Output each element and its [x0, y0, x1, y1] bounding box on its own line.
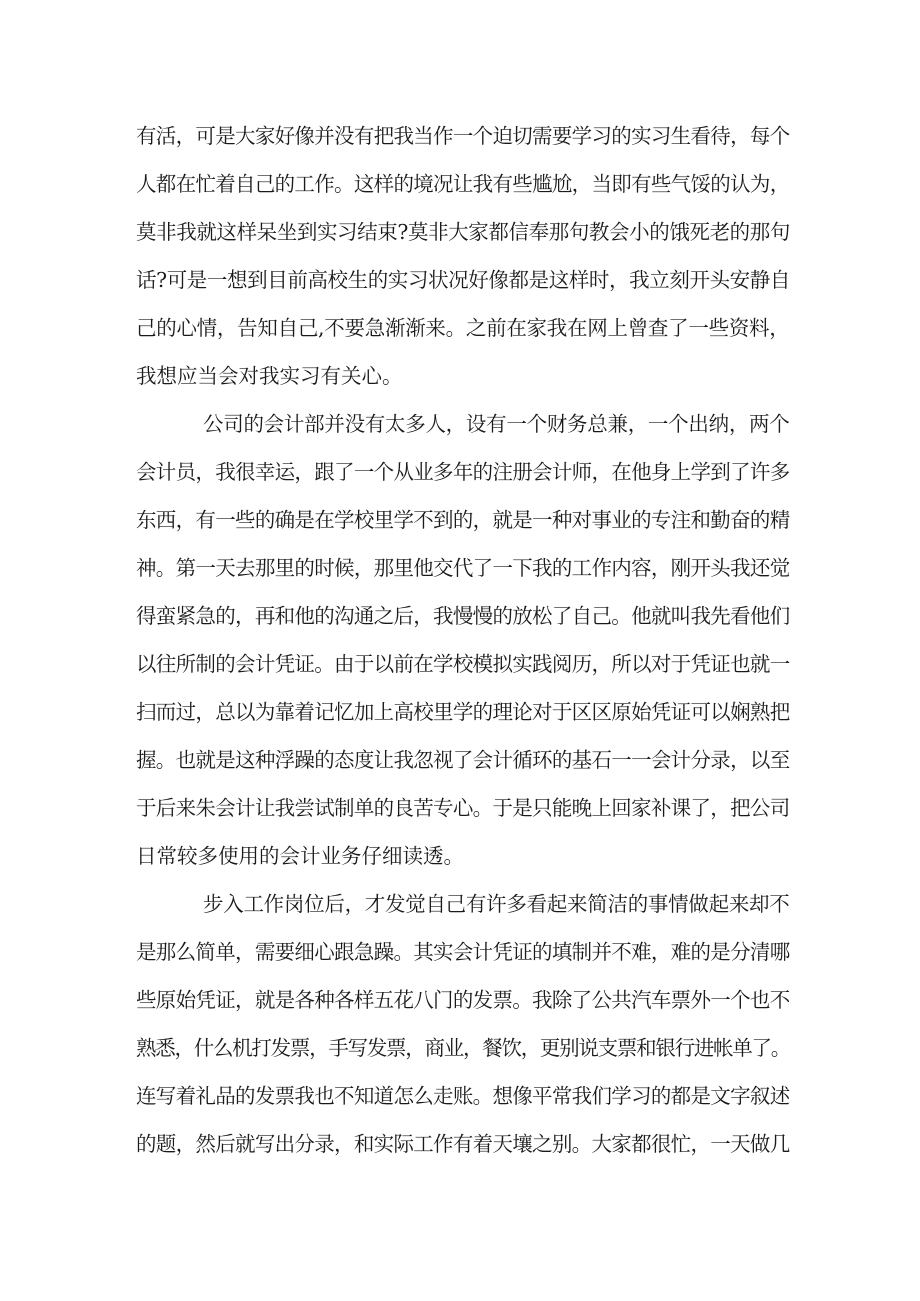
text-line: 人都在忙着自己的工作。这样的境况让我有些尴尬，当即有些气馁的认为，	[136, 172, 790, 196]
text-line: 连写着礼品的发票我也不知道怎么走账。想像平常我们学习的都是文字叙述	[136, 1084, 790, 1108]
text-line: 于后来朱会计让我尝试制单的良苦专心。于是只能晚上回家补课了，把公司	[136, 796, 790, 820]
text-line: 是那么简单，需要细心跟急躁。其实会计凭证的填制并不难，难的是分清哪	[136, 940, 790, 964]
text-line: 些原始凭证，就是各种各样五花八门的发票。我除了公共汽车票外一个也不	[136, 988, 790, 1012]
text-line: 公司的会计部并没有太多人，设有一个财务总兼，一个出纳，两个	[203, 412, 790, 436]
text-line: 握。也就是这种浮躁的态度让我忽视了会计循环的基石一一会计分录，以至	[136, 748, 790, 772]
text-line: 得蛮紧急的，再和他的沟通之后，我慢慢的放松了自己。他就叫我先看他们	[136, 604, 790, 628]
text-line: 东西，有一些的确是在学校里学不到的，就是一种对事业的专注和勤奋的精	[136, 508, 790, 532]
text-line: 日常较多使用的会计业务仔细读透。	[136, 844, 464, 868]
text-line: 话?可是一想到目前高校生的实习状况好像都是这样时，我立刻开头安静自	[136, 268, 790, 292]
text-line: 会计员，我很幸运，跟了一个从业多年的注册会计师，在他身上学到了许多	[136, 460, 790, 484]
text-line: 步入工作岗位后，才发觉自己有许多看起来简洁的事情做起来却不	[203, 892, 790, 916]
text-line: 神。第一天去那里的时候，那里他交代了一下我的工作内容，刚开头我还觉	[136, 556, 790, 580]
text-line: 熟悉，什么机打发票，手写发票，商业，餐饮，更别说支票和银行进帐单了。	[136, 1036, 790, 1060]
text-line: 的题，然后就写出分录，和实际工作有着天壤之别。大家都很忙，一天做几	[136, 1132, 790, 1156]
text-line: 以往所制的会计凭证。由于以前在学校模拟实践阅历，所以对于凭证也就一	[136, 652, 790, 676]
text-line: 扫而过，总以为靠着记忆加上高校里学的理论对于区区原始凭证可以娴熟把	[136, 700, 790, 724]
text-line: 莫非我就这样呆坐到实习结束?莫非大家都信奉那句教会小的饿死老的那句	[136, 220, 790, 244]
text-line: 有活，可是大家好像并没有把我当作一个迫切需要学习的实习生看待，每个	[136, 124, 790, 148]
text-line: 我想应当会对我实习有关心。	[136, 364, 403, 388]
text-line: 己的心情，告知自己,不要急渐渐来。之前在家我在网上曾查了一些资料，	[136, 316, 790, 340]
